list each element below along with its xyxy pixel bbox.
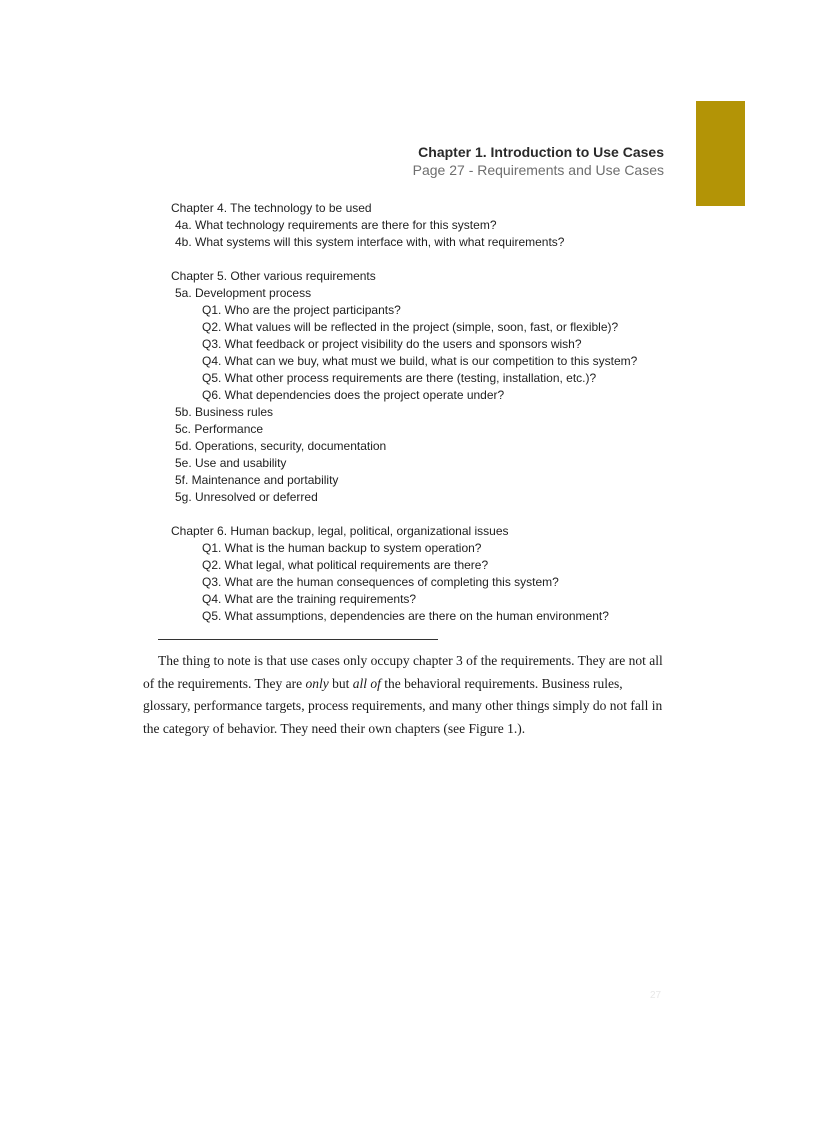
list-item: 5d. Operations, security, documentation — [175, 439, 387, 453]
text-run: The thing to note is that use cases only occupy chapter 3 of the requirements. They are not all of the requirements. They are — [143, 653, 663, 691]
question-item: Q5. What assumptions, dependencies are there on the human environment? — [202, 609, 609, 623]
list-item: 4b. What systems will this system interface with, with what requirements? — [175, 235, 565, 249]
requirements-outline — [171, 200, 731, 625]
paragraph — [143, 650, 673, 740]
spacer — [171, 251, 731, 268]
question-item: Q1. What is the human backup to system operation? — [202, 541, 482, 555]
emphasis-all-of: all of — [352, 675, 381, 691]
page-number: 27 — [650, 990, 662, 1001]
list-item: 5e. Use and usability — [175, 456, 287, 470]
list-item: 5g. Unresolved or deferred — [175, 490, 318, 504]
text-run: but — [328, 675, 353, 691]
chapter-tab-marker — [696, 101, 745, 206]
question-item: Q5. What other process requirements are there (testing, installation, etc.)? — [202, 371, 597, 385]
spacer — [171, 506, 731, 523]
page-header — [413, 143, 664, 179]
question-item: Q2. What values will be reflected in the project (simple, soon, fast, or flexible)? — [202, 320, 619, 334]
text-run: the behavioral requirements. Business rules, glossary, performance targets, process requirements, and many other things simply do not fall in the category of behavior. They need their own chapters (see Figure 1.). — [143, 675, 663, 736]
question-item: Q2. What legal, what political requirements are there? — [202, 558, 489, 572]
chapter-5-title: Chapter 5. Other various requirements — [171, 269, 376, 283]
question-item: Q4. What are the training requirements? — [202, 592, 417, 606]
list-item: 4a. What technology requirements are there for this system? — [175, 218, 497, 232]
body-paragraph — [143, 650, 673, 740]
chapter-title: Chapter 1. Introduction to Use Cases — [418, 144, 664, 160]
list-item: 5c. Performance — [175, 422, 264, 436]
chapter-4-title: Chapter 4. The technology to be used — [171, 201, 372, 215]
list-item: 5f. Maintenance and portability — [175, 473, 339, 487]
chapter-6-title: Chapter 6. Human backup, legal, political, organizational issues — [171, 524, 509, 538]
emphasis-only: only — [305, 675, 329, 691]
question-item: Q6. What dependencies does the project operate under? — [202, 388, 505, 402]
list-item: 5a. Development process — [175, 286, 312, 300]
question-item: Q3. What are the human consequences of completing this system? — [202, 575, 559, 589]
section-divider — [158, 639, 438, 640]
page-subtitle: Page 27 - Requirements and Use Cases — [412, 162, 664, 178]
question-item: Q1. Who are the project participants? — [202, 303, 401, 317]
list-item: 5b. Business rules — [175, 405, 274, 419]
question-item: Q4. What can we buy, what must we build, what is our competition to this system? — [202, 354, 638, 368]
question-item: Q3. What feedback or project visibility do the users and sponsors wish? — [202, 337, 582, 351]
